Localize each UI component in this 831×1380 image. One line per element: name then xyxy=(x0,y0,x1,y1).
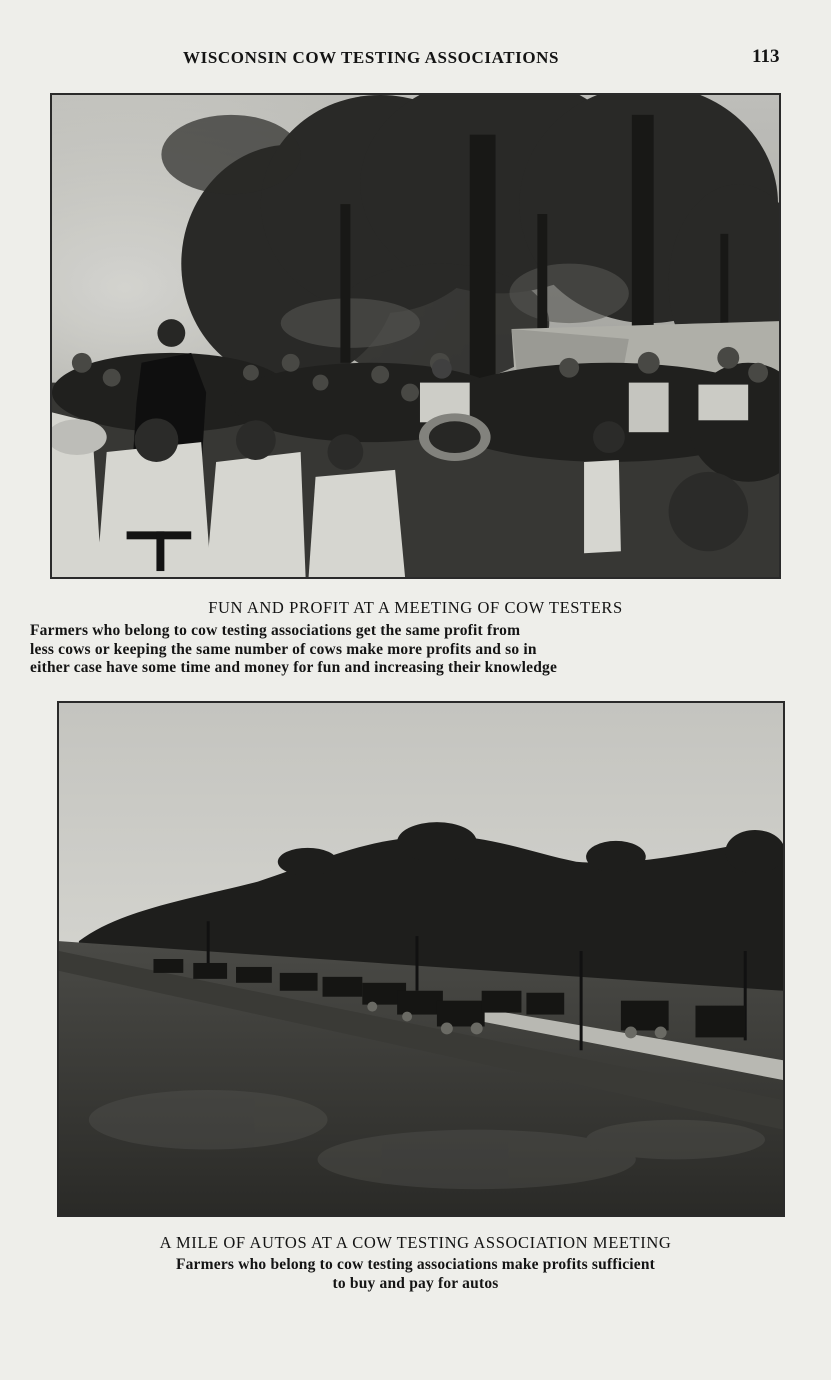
autos-photo xyxy=(57,701,785,1217)
figure-1-caption-text xyxy=(30,622,801,678)
figure-2-caption xyxy=(30,1233,801,1293)
caption-line: to buy and pay for autos xyxy=(332,1274,499,1292)
running-head xyxy=(0,46,831,72)
meeting-photo-image xyxy=(52,95,779,577)
meeting-photo xyxy=(50,93,781,579)
caption-line: Farmers who belong to cow testing associations get the same profit from xyxy=(30,622,521,639)
figure-1-title: FUN AND PROFIT AT A MEETING OF COW TESTERS xyxy=(208,598,623,617)
caption-line: less cows or keeping the same number of cows make more profits and so in xyxy=(30,640,537,658)
running-title: WISCONSIN COW TESTING ASSOCIATIONS xyxy=(183,48,560,67)
caption-line: Farmers who belong to cow testing associations make profits sufficient xyxy=(175,1256,656,1273)
figure-2-caption-text xyxy=(30,1256,801,1293)
figure-1-caption xyxy=(30,598,801,678)
figure-2-title: A MILE OF AUTOS AT A COW TESTING ASSOCIATION MEETING xyxy=(159,1233,672,1252)
autos-photo-image xyxy=(59,703,783,1215)
page-number: 113 xyxy=(752,46,780,67)
caption-line: either case have some time and money for fun and increasing their knowledge xyxy=(30,659,558,676)
